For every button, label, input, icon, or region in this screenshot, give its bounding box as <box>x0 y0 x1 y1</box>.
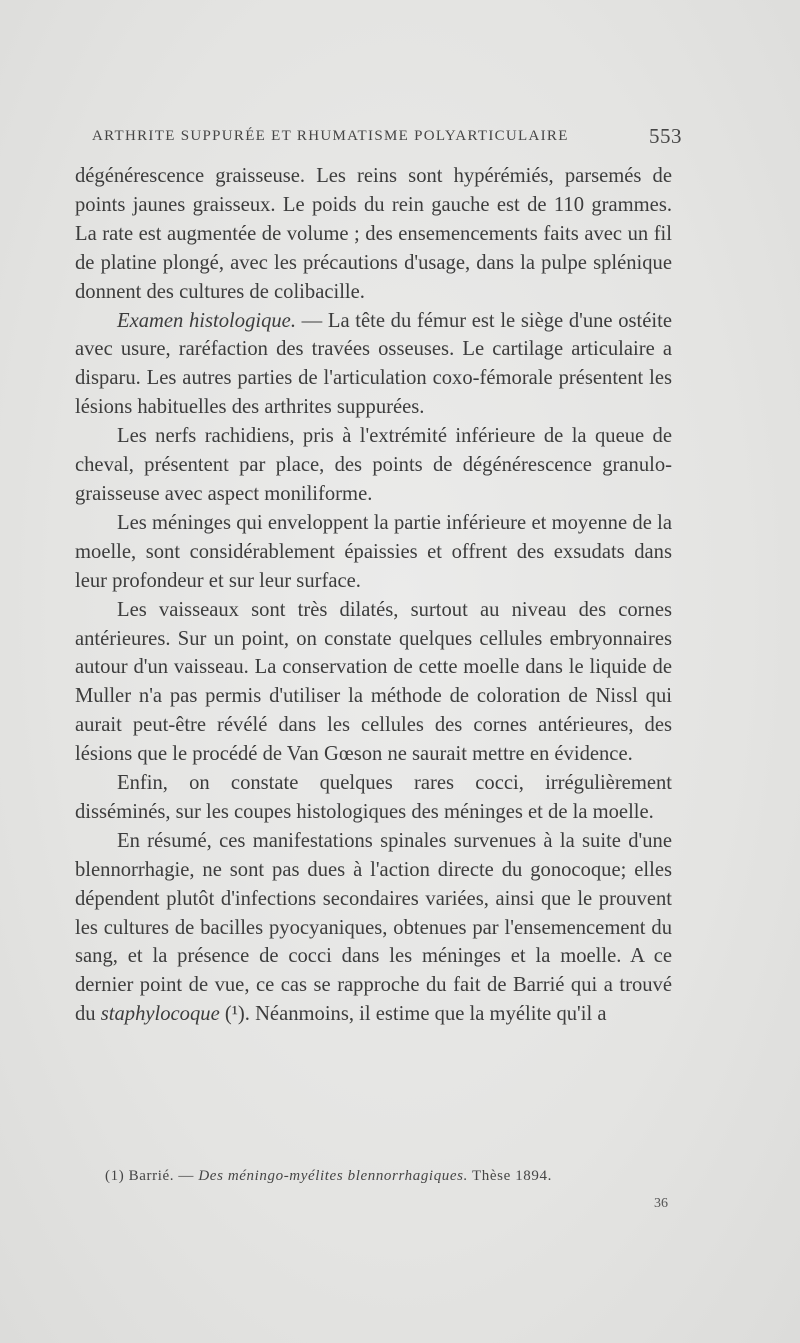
page-header <box>92 124 682 148</box>
paragraph-text: . Néanmoins, il estime que la myélite qu'il a <box>244 1003 607 1026</box>
running-title: ARTHRITE SUPPURÉE ET RHUMATISME POLYARTICULAIRE <box>92 128 569 144</box>
footnote <box>105 1168 675 1185</box>
paragraph-text: En résumé, ces manifestations spinales survenues à la suite d'une blennorrhagie, ne sont pas dues à l'action directe du gonocoque; elles dépendent plutôt d'infections secondaires variées, ainsi que le prouvent les cultures de bacilles pyocyaniques, obtenues par l'ensemencement du sang, et la présence de cocci dans les méninges et la moelle. A ce dernier point de vue, ce cas se rapproche du fait de Barrié qui a trouvé du <box>75 829 672 1026</box>
footnote-reference: (¹) <box>219 1003 245 1026</box>
footnote-title: Des méningo-myélites blennorrhagiques. <box>198 1168 468 1184</box>
paragraph: Les méninges qui enveloppent la partie inférieure et moyenne de la moelle, sont considérablement épaissies et offrent des exsudats dans leur profondeur et sur leur surface. <box>75 511 672 592</box>
paragraph-text: — La tête du fémur est le siège d'une ostéite avec usure, raréfaction des travées osseuses. Le cartilage articulaire a disparu. Les autres parties de l'articulation coxo-fémorale présentent les lésions habituelles des arthrites suppurées. <box>75 309 672 419</box>
paragraph <box>75 827 672 1029</box>
footnote-marker: (1) Barrié. — <box>105 1168 199 1184</box>
body-text <box>75 162 672 1029</box>
paragraph <box>75 307 672 423</box>
footnote-rest: Thèse 1894. <box>467 1168 552 1184</box>
paragraph: Les vaisseaux sont très dilatés, surtout au niveau des cornes antérieures. Sur un point, on constate quelques cellules embryonnaires autour d'un vaisseau. La conservation de cette moelle dans le liquide de Muller n'a pas permis d'utiliser la méthode de coloration de Nissl qui aurait peut-être révélé dans les cellules des cornes antérieures, des lésions que le procédé de Van Gœson ne saurait mettre en évidence. <box>75 598 672 766</box>
page-number: 553 <box>649 124 682 148</box>
paragraph: Enfin, on constate quelques rares cocci, irrégulièrement disséminés, sur les coupes histologiques des méninges et de la moelle. <box>75 772 672 823</box>
italic-term: staphylocoque <box>100 1003 220 1026</box>
paragraph: Les nerfs rachidiens, pris à l'extrémité inférieure de la queue de cheval, présentent par place, des points de dégénérescence granulo-graisseuse avec aspect moniliforme. <box>75 425 672 505</box>
signature-mark: 36 <box>654 1196 668 1211</box>
paragraph: dégénérescence graisseuse. Les reins sont hypérémiés, parsemés de points jaunes graisseux. Le poids du rein gauche est de 110 grammes. La rate est augmentée de volume ; des ensemencements faits avec un fil de platine plongé, avec les précautions d'usage, dans la pulpe splénique donnent des cultures de colibacille. <box>75 165 672 303</box>
section-heading-italic: Examen histologique. <box>117 309 296 332</box>
